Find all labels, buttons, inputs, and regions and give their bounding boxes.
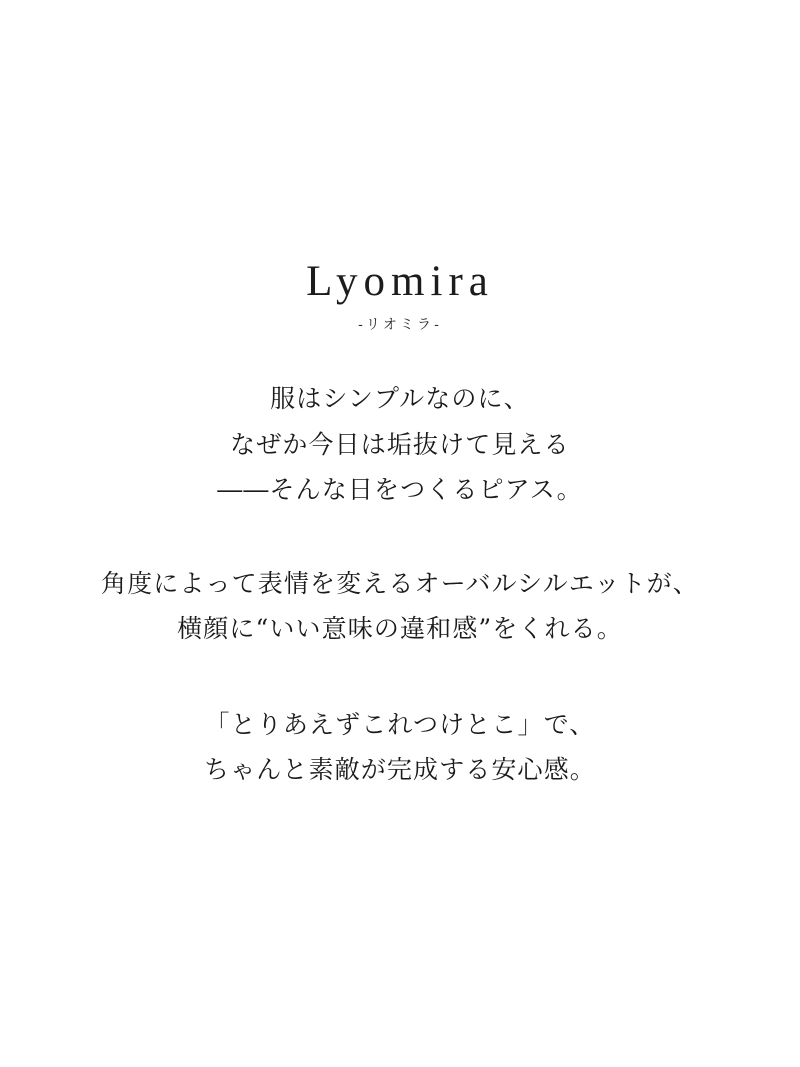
brand-reading: -リオミラ- xyxy=(358,317,442,334)
copy-line: 服はシンプルなのに、 xyxy=(270,384,530,414)
copy-line: 角度によって表情を変えるオーバルシルエットが、 xyxy=(101,568,699,598)
copy-block-detail xyxy=(101,561,699,652)
brand-name: Lyomira xyxy=(306,258,494,305)
copy-block-closing xyxy=(204,702,596,793)
copy-line: 「とりあえずこれつけとこ」で、 xyxy=(204,709,596,739)
copy-line: なぜか今日は垢抜けて見える xyxy=(230,429,570,459)
copy-line: 横顔に“いい意味の違和感”をくれる。 xyxy=(177,614,623,644)
copy-line: ――そんな日をつくるピアス。 xyxy=(217,475,583,505)
copy-line: ちゃんと素敵が完成する安心感。 xyxy=(204,755,596,785)
brand-block xyxy=(306,258,494,334)
copy-block-intro xyxy=(217,376,583,513)
